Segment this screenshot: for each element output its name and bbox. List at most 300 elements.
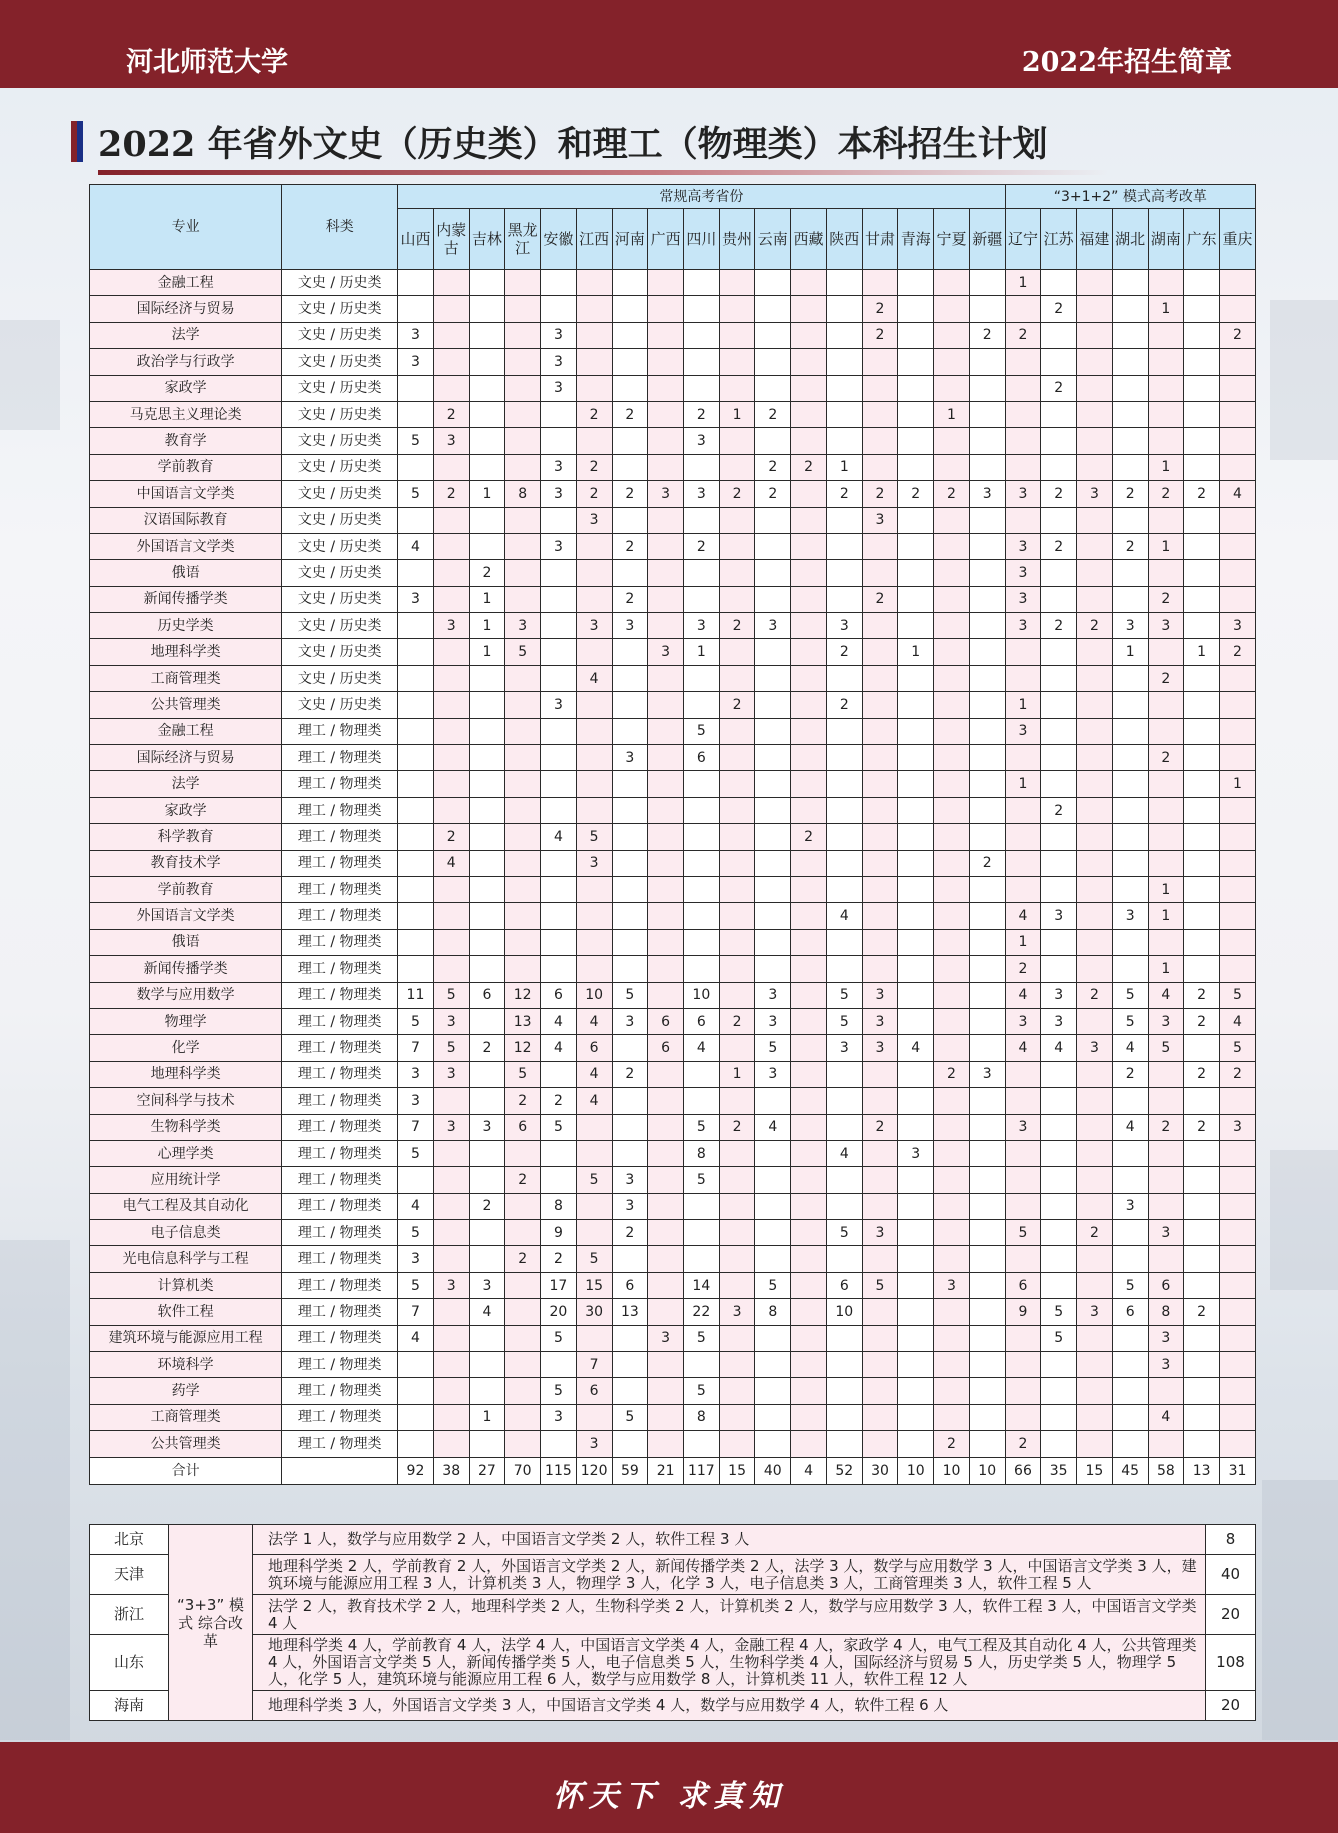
quota-cell bbox=[1005, 454, 1041, 480]
quota-cell bbox=[719, 533, 755, 559]
reform-province: 山东 bbox=[90, 1635, 169, 1691]
quota-cell bbox=[826, 745, 862, 771]
total-cell: 58 bbox=[1148, 1457, 1184, 1484]
quota-cell bbox=[1148, 375, 1184, 401]
quota-cell bbox=[1148, 401, 1184, 427]
quota-cell bbox=[791, 1404, 827, 1430]
quota-cell bbox=[969, 1431, 1005, 1457]
quota-cell bbox=[1005, 401, 1041, 427]
quota-cell bbox=[1005, 1404, 1041, 1430]
quota-cell bbox=[683, 665, 719, 691]
type-cell: 文史 / 历史类 bbox=[282, 586, 398, 612]
quota-cell: 1 bbox=[469, 1404, 505, 1430]
quota-cell bbox=[505, 1352, 541, 1378]
quota-cell bbox=[791, 560, 827, 586]
quota-cell bbox=[398, 454, 434, 480]
type-cell: 理工 / 物理类 bbox=[282, 1061, 398, 1087]
quota-cell bbox=[541, 929, 577, 955]
quota-cell bbox=[898, 1193, 934, 1219]
quota-cell bbox=[719, 1272, 755, 1298]
quota-cell bbox=[1184, 665, 1220, 691]
quota-cell bbox=[648, 322, 684, 348]
quota-cell: 5 bbox=[683, 1325, 719, 1351]
quota-cell: 5 bbox=[683, 1167, 719, 1193]
reform-province: 天津 bbox=[90, 1555, 169, 1595]
quota-cell bbox=[469, 1246, 505, 1272]
quota-cell bbox=[1077, 850, 1113, 876]
quota-cell bbox=[1148, 507, 1184, 533]
quota-cell bbox=[934, 560, 970, 586]
quota-cell bbox=[612, 428, 648, 454]
quota-cell bbox=[969, 956, 1005, 982]
quota-cell bbox=[862, 639, 898, 665]
quota-cell bbox=[1184, 296, 1220, 322]
quota-cell: 3 bbox=[826, 613, 862, 639]
quota-cell bbox=[934, 982, 970, 1008]
quota-cell bbox=[898, 375, 934, 401]
table-row bbox=[90, 1088, 1256, 1114]
quota-cell bbox=[755, 1404, 791, 1430]
quota-cell: 2 bbox=[934, 1061, 970, 1087]
quota-cell bbox=[683, 1061, 719, 1087]
quota-cell bbox=[791, 1352, 827, 1378]
total-cell: 13 bbox=[1184, 1457, 1220, 1484]
quota-cell bbox=[969, 613, 1005, 639]
quota-cell bbox=[719, 270, 755, 296]
quota-cell bbox=[1148, 1140, 1184, 1166]
quota-cell bbox=[898, 1325, 934, 1351]
quota-cell bbox=[683, 507, 719, 533]
title-accent-bar bbox=[71, 121, 83, 162]
quota-cell bbox=[862, 613, 898, 639]
quota-cell bbox=[612, 771, 648, 797]
quota-cell: 3 bbox=[1005, 1008, 1041, 1034]
quota-cell: 2 bbox=[719, 1008, 755, 1034]
quota-cell bbox=[791, 1431, 827, 1457]
quota-cell bbox=[862, 1431, 898, 1457]
quota-cell: 3 bbox=[1077, 481, 1113, 507]
quota-cell bbox=[612, 929, 648, 955]
quota-cell bbox=[1041, 322, 1077, 348]
major-cell: 化学 bbox=[90, 1035, 282, 1061]
quota-cell bbox=[791, 876, 827, 902]
quota-cell bbox=[791, 956, 827, 982]
quota-cell bbox=[612, 1035, 648, 1061]
quota-cell bbox=[719, 876, 755, 902]
quota-cell bbox=[433, 322, 469, 348]
quota-cell bbox=[826, 797, 862, 823]
quota-cell: 5 bbox=[398, 1008, 434, 1034]
quota-cell bbox=[469, 507, 505, 533]
quota-cell: 3 bbox=[1112, 1193, 1148, 1219]
total-cell: 15 bbox=[719, 1457, 755, 1484]
quota-cell bbox=[755, 1378, 791, 1404]
quota-cell: 6 bbox=[1148, 1272, 1184, 1298]
province-header: 贵州 bbox=[719, 209, 755, 270]
quota-cell bbox=[1005, 824, 1041, 850]
province-header: 青海 bbox=[898, 209, 934, 270]
table-row bbox=[90, 1220, 1256, 1246]
quota-cell bbox=[648, 1299, 684, 1325]
major-cell: 计算机类 bbox=[90, 1272, 282, 1298]
quota-cell: 3 bbox=[648, 481, 684, 507]
quota-cell: 7 bbox=[398, 1114, 434, 1140]
quota-cell bbox=[398, 956, 434, 982]
quota-cell: 3 bbox=[862, 982, 898, 1008]
quota-cell: 5 bbox=[433, 1035, 469, 1061]
quota-cell bbox=[862, 1193, 898, 1219]
quota-cell bbox=[612, 639, 648, 665]
quota-cell bbox=[541, 639, 577, 665]
quota-cell bbox=[433, 270, 469, 296]
quota-cell bbox=[398, 797, 434, 823]
reform-row bbox=[90, 1635, 1256, 1691]
quota-cell bbox=[934, 903, 970, 929]
table-row bbox=[90, 876, 1256, 902]
quota-cell bbox=[862, 1352, 898, 1378]
quota-cell bbox=[398, 613, 434, 639]
table-row bbox=[90, 1193, 1256, 1219]
quota-cell: 3 bbox=[541, 1404, 577, 1430]
quota-cell: 11 bbox=[398, 982, 434, 1008]
quota-cell bbox=[683, 560, 719, 586]
major-cell: 药学 bbox=[90, 1378, 282, 1404]
background-building bbox=[1262, 1480, 1338, 1740]
quota-cell bbox=[719, 375, 755, 401]
quota-cell bbox=[469, 349, 505, 375]
quota-cell bbox=[648, 586, 684, 612]
quota-cell bbox=[719, 322, 755, 348]
quota-cell bbox=[1077, 797, 1113, 823]
quota-cell bbox=[612, 1246, 648, 1272]
quota-cell bbox=[934, 1246, 970, 1272]
quota-cell: 3 bbox=[648, 1325, 684, 1351]
quota-cell bbox=[612, 454, 648, 480]
quota-cell: 2 bbox=[969, 850, 1005, 876]
quota-cell bbox=[469, 1088, 505, 1114]
quota-cell bbox=[1184, 428, 1220, 454]
quota-cell bbox=[791, 1008, 827, 1034]
quota-cell: 3 bbox=[1005, 533, 1041, 559]
quota-cell bbox=[1005, 797, 1041, 823]
major-cell: 家政学 bbox=[90, 797, 282, 823]
quota-cell bbox=[469, 296, 505, 322]
quota-cell bbox=[469, 665, 505, 691]
quota-cell bbox=[1077, 428, 1113, 454]
quota-cell bbox=[1184, 956, 1220, 982]
quota-cell: 7 bbox=[398, 1299, 434, 1325]
quota-cell bbox=[541, 665, 577, 691]
quota-cell bbox=[433, 639, 469, 665]
quota-cell bbox=[969, 1325, 1005, 1351]
quota-cell bbox=[612, 322, 648, 348]
quota-cell bbox=[1184, 586, 1220, 612]
quota-cell bbox=[541, 876, 577, 902]
quota-cell bbox=[755, 850, 791, 876]
quota-cell bbox=[1219, 1088, 1255, 1114]
quota-cell: 2 bbox=[612, 586, 648, 612]
quota-cell bbox=[791, 639, 827, 665]
quota-cell bbox=[648, 454, 684, 480]
quota-cell bbox=[1077, 401, 1113, 427]
quota-cell bbox=[969, 1008, 1005, 1034]
table-row bbox=[90, 1114, 1256, 1140]
quota-cell bbox=[969, 560, 1005, 586]
quota-cell bbox=[862, 929, 898, 955]
quota-cell bbox=[612, 718, 648, 744]
quota-cell bbox=[969, 665, 1005, 691]
type-cell: 理工 / 物理类 bbox=[282, 745, 398, 771]
quota-cell bbox=[1219, 533, 1255, 559]
quota-cell bbox=[648, 929, 684, 955]
quota-cell: 3 bbox=[1219, 1114, 1255, 1140]
quota-cell: 4 bbox=[1148, 1404, 1184, 1430]
quota-cell bbox=[969, 639, 1005, 665]
quota-cell bbox=[1219, 1431, 1255, 1457]
type-cell: 理工 / 物理类 bbox=[282, 1220, 398, 1246]
quota-cell bbox=[791, 613, 827, 639]
quota-cell bbox=[934, 1140, 970, 1166]
type-cell: 理工 / 物理类 bbox=[282, 876, 398, 902]
quota-cell: 3 bbox=[541, 481, 577, 507]
quota-cell bbox=[826, 771, 862, 797]
quota-cell bbox=[719, 665, 755, 691]
quota-cell bbox=[934, 639, 970, 665]
total-cell: 115 bbox=[541, 1457, 577, 1484]
quota-cell bbox=[433, 375, 469, 401]
table-row bbox=[90, 322, 1256, 348]
quota-cell bbox=[433, 956, 469, 982]
quota-cell bbox=[755, 1431, 791, 1457]
quota-cell bbox=[576, 349, 612, 375]
quota-cell bbox=[612, 349, 648, 375]
quota-cell bbox=[1184, 771, 1220, 797]
quota-cell bbox=[683, 1193, 719, 1219]
quota-cell bbox=[576, 956, 612, 982]
background-building bbox=[0, 1240, 70, 1740]
table-row bbox=[90, 745, 1256, 771]
table-row bbox=[90, 771, 1256, 797]
province-header: 山西 bbox=[398, 209, 434, 270]
quota-cell bbox=[683, 1088, 719, 1114]
quota-cell bbox=[1148, 1378, 1184, 1404]
reform-row bbox=[90, 1525, 1256, 1555]
province-header: 宁夏 bbox=[934, 209, 970, 270]
quota-cell: 4 bbox=[826, 903, 862, 929]
quota-cell bbox=[1041, 560, 1077, 586]
quota-cell: 3 bbox=[469, 1114, 505, 1140]
quota-cell bbox=[683, 956, 719, 982]
quota-cell: 2 bbox=[1184, 481, 1220, 507]
quota-cell: 1 bbox=[719, 1061, 755, 1087]
quota-cell bbox=[826, 1431, 862, 1457]
quota-cell: 2 bbox=[612, 401, 648, 427]
quota-cell bbox=[862, 745, 898, 771]
quota-cell: 3 bbox=[541, 533, 577, 559]
quota-cell bbox=[648, 533, 684, 559]
quota-cell bbox=[898, 1378, 934, 1404]
quota-cell bbox=[1041, 1378, 1077, 1404]
quota-cell bbox=[576, 903, 612, 929]
table-row bbox=[90, 428, 1256, 454]
quota-cell: 10 bbox=[683, 982, 719, 1008]
quota-cell bbox=[648, 1352, 684, 1378]
quota-cell bbox=[576, 296, 612, 322]
quota-cell bbox=[1112, 824, 1148, 850]
quota-cell bbox=[433, 507, 469, 533]
type-cell: 理工 / 物理类 bbox=[282, 1114, 398, 1140]
quota-cell bbox=[1219, 1220, 1255, 1246]
table-row bbox=[90, 560, 1256, 586]
quota-cell: 1 bbox=[826, 454, 862, 480]
quota-cell bbox=[826, 1167, 862, 1193]
quota-cell bbox=[934, 507, 970, 533]
quota-cell bbox=[898, 1088, 934, 1114]
quota-cell bbox=[541, 428, 577, 454]
quota-cell bbox=[1219, 428, 1255, 454]
total-cell: 31 bbox=[1219, 1457, 1255, 1484]
type-cell: 理工 / 物理类 bbox=[282, 982, 398, 1008]
quota-cell: 5 bbox=[398, 1272, 434, 1298]
quota-cell: 3 bbox=[1148, 1325, 1184, 1351]
background-building bbox=[0, 320, 60, 430]
quota-cell: 2 bbox=[934, 481, 970, 507]
major-cell: 法学 bbox=[90, 322, 282, 348]
quota-cell bbox=[755, 639, 791, 665]
quota-cell bbox=[683, 270, 719, 296]
quota-cell bbox=[1041, 956, 1077, 982]
quota-cell bbox=[719, 507, 755, 533]
quota-cell: 2 bbox=[1041, 375, 1077, 401]
quota-cell bbox=[826, 533, 862, 559]
quota-cell bbox=[1077, 876, 1113, 902]
quota-cell bbox=[934, 586, 970, 612]
quota-cell bbox=[791, 349, 827, 375]
quota-cell: 2 bbox=[719, 481, 755, 507]
table-row bbox=[90, 1140, 1256, 1166]
quota-cell: 3 bbox=[755, 613, 791, 639]
quota-cell: 2 bbox=[683, 533, 719, 559]
quota-cell bbox=[1219, 349, 1255, 375]
quota-cell bbox=[576, 560, 612, 586]
quota-cell bbox=[755, 745, 791, 771]
quota-cell bbox=[1112, 797, 1148, 823]
quota-cell bbox=[898, 1167, 934, 1193]
quota-cell bbox=[969, 1272, 1005, 1298]
quota-cell bbox=[826, 824, 862, 850]
quota-cell bbox=[1077, 560, 1113, 586]
quota-cell: 1 bbox=[1184, 639, 1220, 665]
quota-cell bbox=[898, 613, 934, 639]
type-cell: 文史 / 历史类 bbox=[282, 692, 398, 718]
quota-cell bbox=[791, 401, 827, 427]
quota-cell bbox=[862, 375, 898, 401]
quota-cell bbox=[1077, 375, 1113, 401]
quota-cell bbox=[1041, 428, 1077, 454]
quota-cell: 8 bbox=[755, 1299, 791, 1325]
type-cell: 理工 / 物理类 bbox=[282, 903, 398, 929]
quota-cell bbox=[791, 797, 827, 823]
quota-cell bbox=[969, 428, 1005, 454]
quota-cell bbox=[398, 718, 434, 744]
quota-cell: 17 bbox=[541, 1272, 577, 1298]
total-cell: 92 bbox=[398, 1457, 434, 1484]
total-cell: 45 bbox=[1112, 1457, 1148, 1484]
province-header: 江苏 bbox=[1041, 209, 1077, 270]
total-cell: 21 bbox=[648, 1457, 684, 1484]
quota-cell bbox=[934, 771, 970, 797]
quota-cell bbox=[862, 797, 898, 823]
quota-cell: 12 bbox=[505, 982, 541, 1008]
quota-cell bbox=[683, 771, 719, 797]
quota-cell bbox=[648, 824, 684, 850]
quota-cell bbox=[612, 797, 648, 823]
table-row bbox=[90, 1167, 1256, 1193]
quota-cell bbox=[1148, 718, 1184, 744]
quota-cell bbox=[576, 586, 612, 612]
province-header: 陕西 bbox=[826, 209, 862, 270]
quota-cell bbox=[1219, 270, 1255, 296]
quota-cell bbox=[826, 1246, 862, 1272]
reform-detail: 地理科学类 2 人，学前教育 2 人，外国语言文学类 2 人，新闻传播学类 2 人，法学 3 人，数学与应用数学 3 人，中国语言文学类 3 人，建筑环境与能源应用工程 3 人，计算机类 3 人，物理学 3 人，化学 3 人，电子信息类 3 人，工商管理类 3 人，软件工程 5 人 bbox=[253, 1555, 1206, 1595]
quota-cell bbox=[1184, 1246, 1220, 1272]
quota-cell bbox=[1184, 560, 1220, 586]
quota-cell bbox=[398, 507, 434, 533]
quota-cell: 3 bbox=[755, 1061, 791, 1087]
quota-cell: 2 bbox=[1005, 322, 1041, 348]
quota-cell bbox=[469, 270, 505, 296]
quota-cell: 2 bbox=[505, 1167, 541, 1193]
quota-cell bbox=[862, 1246, 898, 1272]
quota-cell: 1 bbox=[1005, 692, 1041, 718]
quota-cell: 3 bbox=[1148, 1008, 1184, 1034]
quota-cell bbox=[398, 296, 434, 322]
major-cell: 历史学类 bbox=[90, 613, 282, 639]
type-cell: 理工 / 物理类 bbox=[282, 1246, 398, 1272]
quota-cell bbox=[541, 613, 577, 639]
quota-cell bbox=[791, 533, 827, 559]
quota-cell: 3 bbox=[541, 454, 577, 480]
quota-cell: 22 bbox=[683, 1299, 719, 1325]
major-cell: 学前教育 bbox=[90, 876, 282, 902]
quota-cell bbox=[791, 1167, 827, 1193]
quota-cell bbox=[826, 850, 862, 876]
quota-cell bbox=[505, 1220, 541, 1246]
quota-cell bbox=[719, 1404, 755, 1430]
quota-cell bbox=[541, 1167, 577, 1193]
quota-cell: 1 bbox=[1148, 876, 1184, 902]
province-header: 辽宁 bbox=[1005, 209, 1041, 270]
type-cell: 理工 / 物理类 bbox=[282, 1378, 398, 1404]
quota-cell bbox=[969, 1035, 1005, 1061]
quota-cell bbox=[1041, 1431, 1077, 1457]
table-row bbox=[90, 454, 1256, 480]
quota-cell bbox=[755, 1352, 791, 1378]
quota-cell bbox=[934, 375, 970, 401]
quota-cell bbox=[1077, 296, 1113, 322]
major-cell: 俄语 bbox=[90, 929, 282, 955]
quota-cell bbox=[791, 692, 827, 718]
quota-cell bbox=[576, 718, 612, 744]
quota-cell bbox=[1112, 454, 1148, 480]
quota-cell bbox=[1077, 1088, 1113, 1114]
quota-cell bbox=[791, 1220, 827, 1246]
quota-cell: 10 bbox=[576, 982, 612, 1008]
quota-cell bbox=[505, 718, 541, 744]
quota-cell bbox=[1219, 745, 1255, 771]
quota-cell: 2 bbox=[862, 481, 898, 507]
quota-cell bbox=[433, 1088, 469, 1114]
